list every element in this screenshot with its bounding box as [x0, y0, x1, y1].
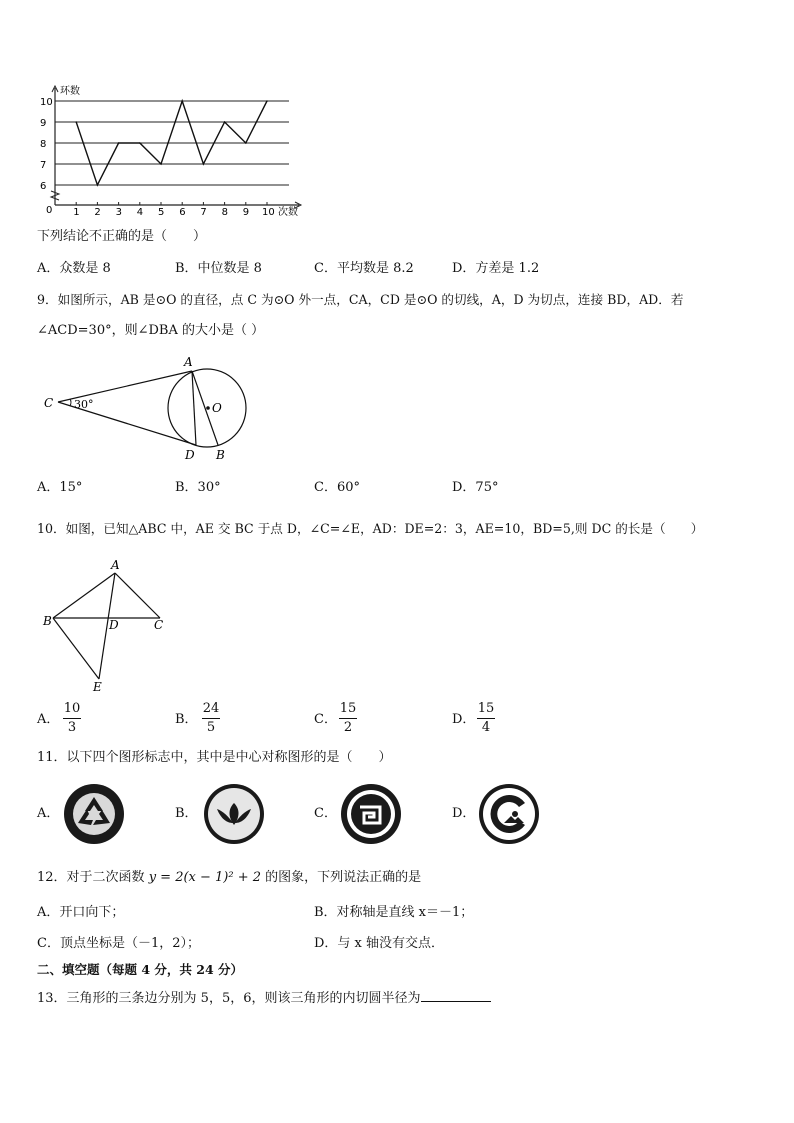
data-point-7: [203, 163, 205, 165]
section-2-heading: 二、填空题（每题 4 分，共 24 分）: [37, 962, 244, 977]
denominator: 2: [343, 720, 353, 735]
data-point-2: [97, 184, 99, 186]
q11-option-d-letter: D．: [452, 806, 476, 821]
data-point-5: [160, 163, 162, 165]
y-tick-label-6: 6: [40, 181, 47, 192]
q12-stem-post: 的图象，下列说法正确的是: [265, 870, 422, 885]
y-tick-label-10: 10: [40, 97, 53, 108]
chart-origin-label: 0: [46, 205, 53, 216]
label-angle: 30°: [74, 398, 94, 411]
recycle-logo-icon: [63, 783, 125, 845]
data-point-3: [118, 142, 120, 144]
data-point-1: [75, 121, 77, 123]
q9-option-c: C．60°: [314, 480, 360, 495]
q12-option-b: B．对称轴是直线 x＝－1；: [314, 905, 474, 920]
q10-option-b-fraction: [200, 701, 222, 736]
y-tick-label-8: 8: [40, 139, 47, 150]
denominator: 4: [481, 720, 491, 735]
q9-option-a: A．15°: [37, 480, 83, 495]
q9-option-d: D．75°: [452, 480, 499, 495]
numerator: 10: [63, 701, 81, 716]
q8-option-b: B．中位数是 8: [175, 261, 262, 276]
q11-stem: 11．以下四个图形标志中，其中是中心对称图形的是（ ）: [37, 750, 392, 765]
q8-option-d: D．方差是 1.2: [452, 261, 540, 276]
x-tick-label-1: 1: [73, 207, 80, 218]
q8-stem: 下列结论不正确的是（ ）: [37, 229, 207, 244]
y-tick-label-9: 9: [40, 118, 47, 129]
q10-stem: 10．如图，已知△ABC 中，AE 交 BC 于点 D，∠C=∠E，AD：DE=2：3，AE=10，BD=5,则 DC 的长是（ ）: [37, 521, 704, 536]
numerator: 15: [339, 701, 357, 716]
q9-stem-line2: ∠ACD=30°，则∠DBA 的大小是（ ）: [37, 323, 265, 338]
q10-option-a-fraction: [61, 701, 83, 736]
data-point-10: [266, 100, 268, 102]
label-b: B: [43, 614, 52, 628]
q12-stem-pre: 12．对于二次函数: [37, 870, 145, 885]
q9-tangent-circle-figure: [30, 350, 270, 465]
leaf-emblem-logo-icon: [203, 783, 265, 845]
c-mountain-logo-icon: [478, 783, 540, 845]
chart-x-label: 次数: [278, 207, 298, 218]
label-e: E: [93, 680, 102, 694]
q13-stem: [37, 989, 491, 1007]
denominator: 3: [67, 720, 77, 735]
q8-option-a: A．众数是 8: [37, 261, 111, 276]
q12-stem: [37, 870, 421, 886]
q12-option-a: A．开口向下；: [37, 905, 125, 920]
q9-stem-line1: 9．如图所示，AB 是⊙O 的直径，点 C 为⊙O 外一点，CA，CD 是⊙O 的切线，A，D 为切点，连接 BD，AD．若: [37, 292, 684, 307]
q10-option-d-fraction: [475, 701, 497, 736]
numerator: 24: [202, 701, 220, 716]
segment-ab: [53, 573, 115, 618]
x-tick-label-3: 3: [115, 207, 122, 218]
label-o: O: [212, 401, 222, 415]
y-axis-break: [51, 191, 59, 200]
score-line-chart: [0, 0, 320, 225]
label-d: D: [109, 618, 119, 632]
q10-option-c-letter: C．: [314, 712, 337, 727]
numerator: 15: [477, 701, 495, 716]
q12-option-c: C．顶点坐标是（－1，2）；: [37, 936, 200, 951]
label-d: D: [185, 448, 195, 462]
label-a: A: [111, 558, 120, 572]
x-tick-label-4: 4: [136, 207, 144, 218]
segment-ac: [115, 573, 160, 618]
x-tick-label-2: 2: [94, 207, 101, 218]
q9-option-b: B．30°: [175, 480, 221, 495]
q10-option-a-letter: A．: [37, 712, 60, 727]
chart-y-label: 环数: [60, 86, 80, 97]
center-point: [206, 406, 210, 410]
q12-option-d: D．与 x 轴没有交点．: [314, 936, 445, 951]
q11-option-c-letter: C．: [314, 806, 337, 821]
denominator: 5: [206, 720, 216, 735]
x-tick-label-8: 8: [221, 207, 228, 218]
label-a: A: [184, 355, 193, 369]
label-c: C: [154, 618, 164, 632]
q10-option-c-fraction: [337, 701, 359, 736]
x-tick-label-6: 6: [179, 207, 186, 218]
q13-stem-text: 13．三角形的三条边分别为 5，5，6，则该三角形的内切圆半径为: [37, 991, 421, 1006]
x-tick-label-10: 10: [262, 207, 275, 218]
q10-triangle-figure: [35, 555, 180, 695]
label-b: B: [216, 448, 225, 462]
q8-option-c: C．平均数是 8.2: [314, 261, 414, 276]
q11-option-a-letter: A．: [37, 806, 60, 821]
q12-formula: y = 2(x − 1)² + 2: [148, 870, 262, 885]
data-point-6: [181, 100, 183, 102]
angle-arc: [70, 399, 71, 406]
q10-option-b-letter: B．: [175, 712, 198, 727]
label-c: C: [44, 396, 54, 410]
y-tick-label-7: 7: [40, 160, 47, 171]
segment-be: [53, 618, 99, 679]
x-tick-label-7: 7: [200, 207, 207, 218]
q10-option-d-letter: D．: [452, 712, 476, 727]
q11-option-b-letter: B．: [175, 806, 198, 821]
data-point-8: [224, 121, 226, 123]
data-point-9: [245, 142, 247, 144]
data-point-4: [139, 142, 141, 144]
answer-blank[interactable]: [421, 989, 491, 1002]
x-tick-label-9: 9: [242, 207, 250, 218]
x-tick-label-5: 5: [158, 207, 165, 218]
square-spiral-logo-icon: [340, 783, 402, 845]
